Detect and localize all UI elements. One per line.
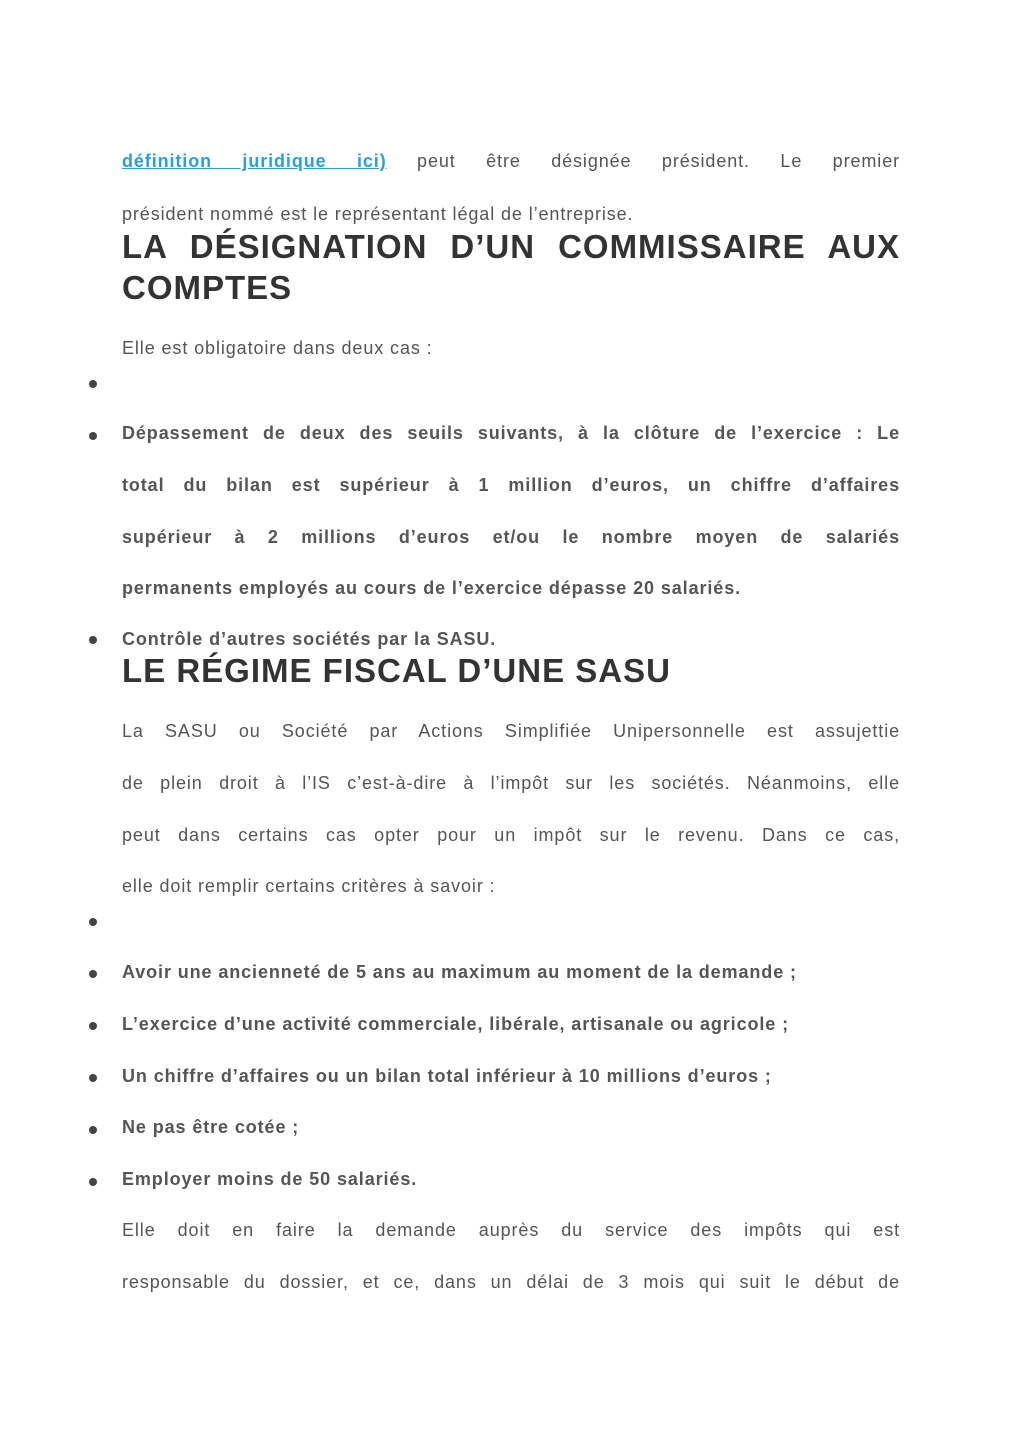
intro-paragraph-line-1 [122,150,900,172]
bullet-dot [89,1074,97,1082]
criteria-item-salaries: Employer moins de 50 salariés. [122,1169,418,1189]
commissaire-intro-text: Elle est obligatoire dans deux cas : [122,338,433,358]
heading-regime-fiscal: LE RÉGIME FISCAL D’UNE SASU [122,652,671,689]
list-item-threshold-line-3: supérieur à 2 millions d’euros et/ou le nombre moyen de salariés [122,527,900,547]
list-item-threshold-line-2: total du bilan est supérieur à 1 million d’euros, un chiffre d’affaires [122,475,900,495]
fiscal-paragraph-line-3: peut dans certains cas opter pour un impôt sur le revenu. Dans ce cas, [122,825,900,845]
bullet-dot [89,432,97,440]
bullet-dot [89,1178,97,1186]
bullet-dot [89,636,97,644]
criteria-item-activite: L’exercice d’une activité commerciale, libérale, artisanale ou agricole ; [122,1014,789,1034]
bullet-dot [89,970,97,978]
bullet-dot [89,1022,97,1030]
fiscal-paragraph-line-4: elle doit remplir certains critères à savoir : [122,876,496,896]
bullet-empty-1 [89,380,97,388]
criteria-item-cotee: Ne pas être cotée ; [122,1117,300,1137]
criteria-item-anciennete: Avoir une ancienneté de 5 ans au maximum au moment de la demande ; [122,962,797,982]
bullet-empty-2 [89,918,97,926]
demande-paragraph-line-2: responsable du dossier, et ce, dans un délai de 3 mois qui suit le début de [122,1272,900,1292]
legal-definition-link[interactable]: définition juridique ici) [122,151,387,171]
list-item-threshold-line-4: permanents employés au cours de l’exercice dépasse 20 salariés. [122,578,742,598]
intro-paragraph-line-2: président nommé est le représentant légal de l’entreprise. [122,204,634,224]
heading-commissaire-line-1: LA DÉSIGNATION D’UN COMMISSAIRE AUX [122,228,900,265]
bullet-dot [89,1126,97,1134]
criteria-item-chiffre-affaires: Un chiffre d’affaires ou un bilan total inférieur à 10 millions d’euros ; [122,1066,772,1086]
heading-commissaire-line-2: COMPTES [122,269,293,306]
fiscal-paragraph-line-1: La SASU ou Société par Actions Simplifiée Unipersonnelle est assujettie [122,721,900,741]
list-item-controle: Contrôle d’autres sociétés par la SASU. [122,629,497,649]
fiscal-paragraph-line-2: de plein droit à l’IS c’est-à-dire à l’impôt sur les sociétés. Néanmoins, elle [122,773,900,793]
demande-paragraph-line-1: Elle doit en faire la demande auprès du service des impôts qui est [122,1220,900,1240]
intro-text: peut être désignée président. Le premier [417,151,900,171]
list-item-threshold-line-1: Dépassement de deux des seuils suivants, à la clôture de l’exercice : Le [122,423,900,443]
